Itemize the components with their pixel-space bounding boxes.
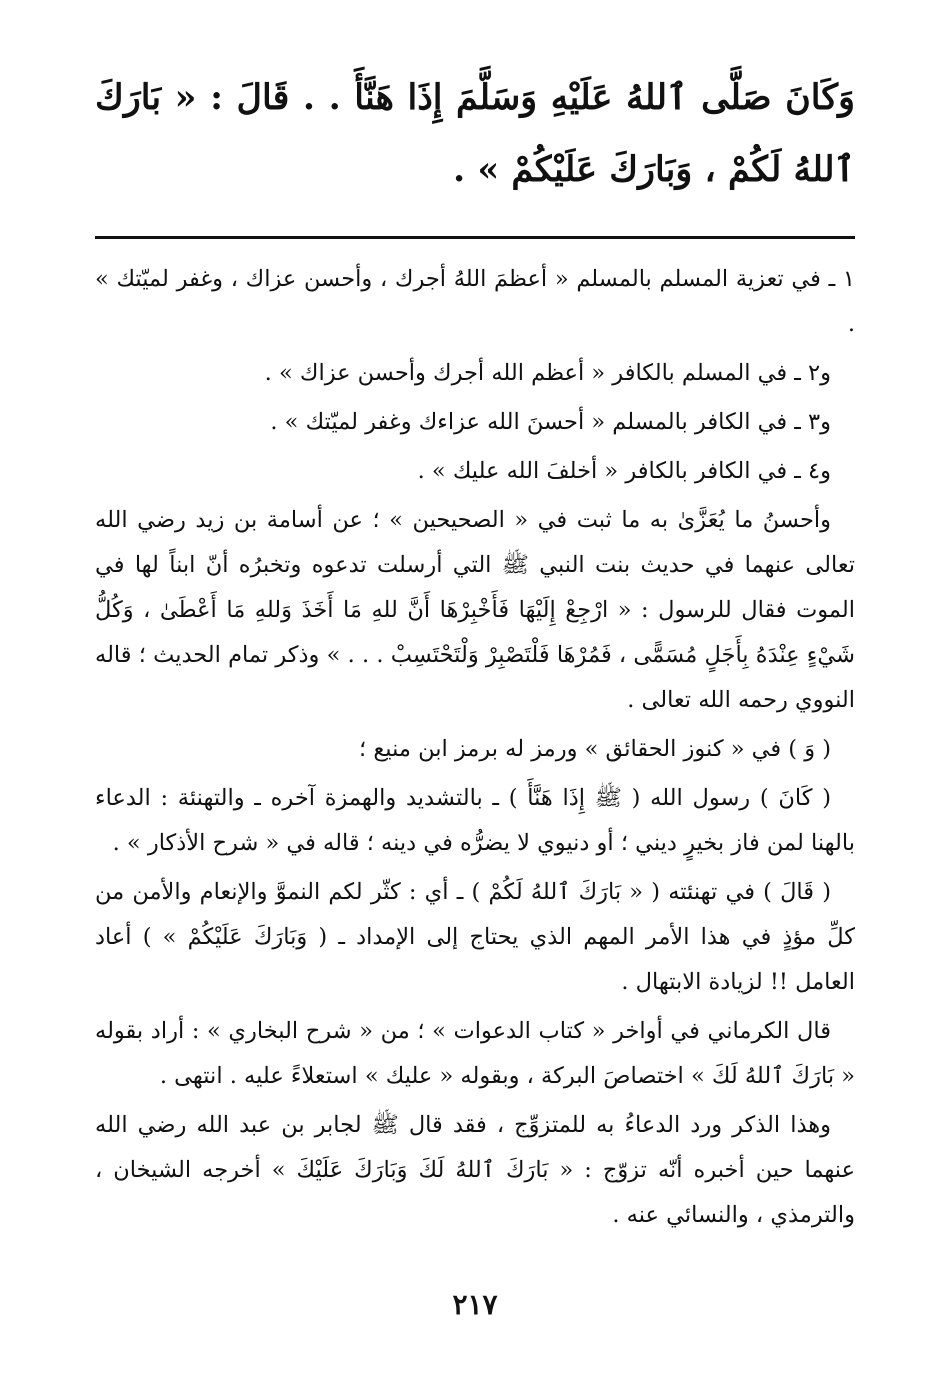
commentary-paragraph-4: و٤ ـ في الكافر بالكافر « أخلفَ الله عليك » . [417, 458, 831, 484]
page-number: ٢١٧ [452, 1288, 498, 1321]
commentary-paragraph-6: ( وَ ) في « كنوز الحقائق » ورمز له برمز ابن منيع ؛ [359, 736, 831, 762]
commentary-paragraph-2: و٢ ـ في المسلم بالكافر « أعظم الله أجرك وأحسن عزاك » . [264, 360, 831, 386]
footnote-separator [95, 236, 855, 239]
commentary-paragraph-7: ( كَانَ ) رسول الله ( ﷺ إِذَا هَنَّأَ ) ـ بالتشديد والهمزة آخره ـ والتهنئة : الدعاء بالهنا لمن فاز بخيرٍ ديني ؛ أو دنيوي لا يضرُّه في دينه ؛ قاله في « شرح الأذكار » . [95, 785, 855, 856]
commentary-paragraph-8: ( قَالَ ) في تهنئته ( « بَارَكَ ٱللهُ لَكُمْ ) ـ أي : كثّر لكم النموَّ والإنعام والأمن من كلِّ مؤذٍ في هذا الأمر المهم الذي يحتاج إلى الإمداد ـ ( وَبَارَكَ عَلَيْكُمْ » ) أعاد العامل !! لزيادة الابتهال . [95, 879, 855, 995]
hadith-text: وَكَانَ صَلَّى ٱللهُ عَلَيْهِ وَسَلَّمَ إِذَا هَنَّأَ . . قَالَ : « بَارَكَ ٱللهُ لَكُمْ ، وَبَارَكَ عَلَيْكُمْ » . [95, 77, 855, 190]
commentary-paragraph-3: و٣ ـ في الكافر بالمسلم « أحسنَ الله عزاءك وغفر لميّتك » . [270, 409, 831, 435]
commentary-section [95, 257, 855, 1238]
commentary-paragraph-10: وهذا الذكر ورد الدعاءُ به للمتزوِّج ، فقد قال ﷺ لجابر بن عبد الله رضي الله عنهما حين أخبره أنّه تزوّج : « بَارَكَ ٱللهُ لَكَ وَبَارَكَ عَلَيْكَ » أخرجه الشيخان ، والترمذي ، والنسائي عنه . [95, 1112, 855, 1228]
commentary-paragraph-5: وأحسنُ ما يُعَزَّىٰ به ما ثبت في « الصحيحين » ؛ عن أسامة بن زيد رضي الله تعالى عنهما في حديث بنت النبي ﷺ التي أرسلت تدعوه وتخبرُه أنّ ابناً لها في الموت فقال للرسول : « ارْجِعْ إِلَيْهَا فَأَخْبِرْهَا أَنَّ للهِ مَا أَخَذَ وَللهِ مَا أَعْطَىٰ ، وَكُلُّ شَيْءٍ عِنْدَهُ بِأَجَلٍ مُسَمًّى ، فَمُرْهَا فَلْتَصْبِرْ وَلْتَحْتَسِبْ . . . » وذكر تمام الحديث ؛ قاله النووي رحمه الله تعالى . [95, 507, 855, 713]
page-body [95, 62, 855, 1242]
commentary-paragraph-1: ١ ـ في تعزية المسلم بالمسلم « أعظمَ اللهُ أجرك ، وأحسن عزاك ، وغفر لميّتك » . [95, 266, 855, 337]
commentary-paragraph-9: قال الكرماني في أواخر « كتاب الدعوات » ؛ من « شرح البخاري » : أراد بقوله « بَارَكَ ٱللهُ لَكَ » اختصاصَ البركة ، وبقوله « عليك » استعلاءً عليه . انتهى . [95, 1018, 855, 1089]
